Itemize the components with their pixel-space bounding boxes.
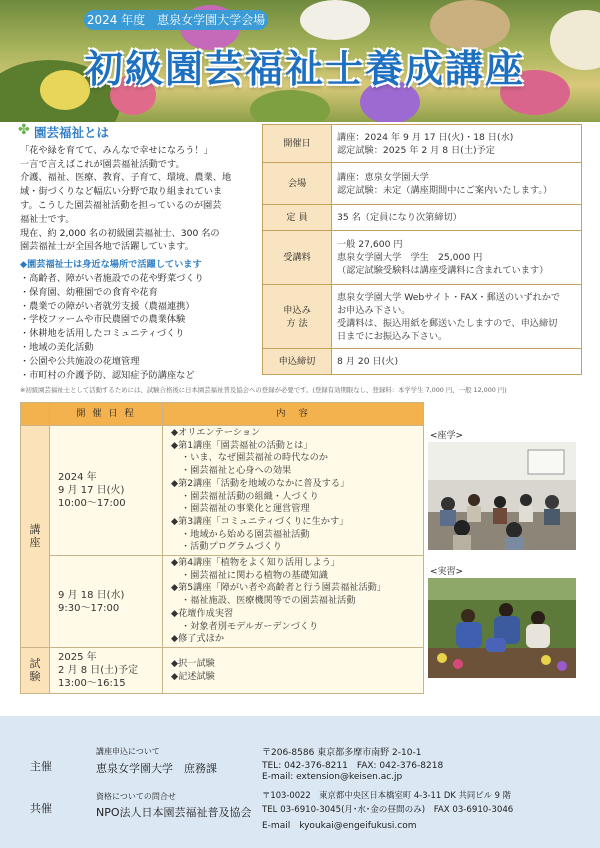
day2-date — [50, 556, 163, 648]
schedule-item: ◆第3講座「コミュニティづくりに生かす」 — [171, 515, 349, 527]
schedule-item: ◆花壇作成実習 — [171, 607, 234, 619]
day1-date — [50, 426, 163, 556]
cohost-note: 資格についての問合せ — [96, 792, 176, 801]
place-item: ・高齢者、障がい者施設での花や野菜づくり — [20, 272, 204, 284]
schedule-date-header: 開 催 日 程 — [50, 403, 163, 426]
schedule-item: ◆第5講座「障がい者や高齢者と行う園芸福祉活動」 — [171, 582, 387, 594]
info-line: 35 名（定員になり次第締切） — [337, 212, 462, 223]
info-value — [332, 205, 582, 231]
date-line: 2025 年 — [58, 652, 97, 664]
date-line: 2 月 8 日(土)予定 — [58, 665, 139, 677]
cohost-phone: TEL 03-6910-3045(月･水･金の昼間のみ) FAX 03-6910-3046 — [262, 805, 514, 815]
info-line: 認定試験：未定（講座期間中にご案内いたします。） — [337, 184, 553, 196]
info-label: 申込締切 — [263, 349, 332, 375]
place-item: ・地域の美化活動 — [20, 341, 94, 353]
info-value — [332, 285, 582, 349]
intro-line: 域・街づくりなど幅広い分野で取り組まれていま — [20, 186, 223, 198]
info-line: 認定試験：2025 年 2 月 8 日(土)予定 — [337, 144, 495, 156]
schedule-subitem: ・福祉施設、医療機関等での園芸福祉活動 — [181, 595, 356, 607]
cohost-address: 〒103-0022 東京都中央区日本橋室町 4-3-11 DK 共同ビル 9 階 — [262, 790, 512, 800]
schedule-table — [20, 402, 424, 694]
organizer-phone: TEL: 042-376-8211 FAX: 042-376-8218 — [262, 761, 444, 771]
place-item: ・保育園、幼稚園での食育や花育 — [20, 286, 158, 298]
info-line: 恵泉女学園大学 Webサイト・FAX・郵送のいずれかで — [337, 291, 561, 303]
info-line: 8 月 20 日(火) — [337, 356, 399, 367]
schedule-item: ◆記述試験 — [171, 670, 215, 682]
info-line: 受講料は、振込用紙を郵送いたしますので、申込締切 — [337, 317, 558, 329]
place-item: ・農業での障がい者就労支援（農福連携） — [20, 300, 195, 312]
header-banner — [0, 0, 600, 122]
intro-line: 園芸福祉士が全国各地で活躍しています。 — [20, 241, 194, 253]
lecture-label: 講 座 — [21, 426, 50, 648]
schedule-item: ◆第1講座「園芸福祉の活動とは」 — [171, 439, 313, 451]
schedule-subitem: ・園芸福祉と心身への効果 — [181, 465, 292, 477]
schedule-item: ◆第4講座「植物をよく知り活用しよう」 — [171, 557, 341, 569]
place-item: ・学校ファームや市民農園での農業体験 — [20, 314, 186, 326]
intro-heading: 園芸福祉とは — [34, 125, 110, 140]
organizer-note: 講座申込について — [96, 747, 160, 756]
info-value — [332, 349, 582, 375]
date-line: 9 月 17 日(火) — [58, 485, 125, 497]
organizer-label: 主催 — [30, 760, 52, 773]
day1-content — [163, 426, 424, 556]
schedule-item: ◆択一試験 — [171, 657, 215, 669]
cohost-email[interactable]: E-mail kyoukai@engeifukusi.com — [262, 821, 417, 831]
date-line: 13:00～16:15 — [58, 678, 126, 690]
info-label: 開催日 — [263, 125, 332, 163]
schedule-item: ◆修了式ほか — [171, 633, 225, 645]
classroom-illustration — [428, 442, 576, 550]
place-item: ・休耕地を活用したコミュニティづくり — [20, 328, 185, 340]
schedule-subitem: ・地域から始める園芸福祉活動 — [181, 528, 310, 540]
info-value — [332, 125, 582, 163]
schedule-item: ◆第2講座「活動を地域のなかに普及する」 — [171, 477, 350, 489]
schedule-content-header: 内 容 — [163, 403, 424, 426]
info-line: 日までにお振込み下さい。 — [337, 330, 448, 342]
place-item: ・市町村の介護予防、認知症予防講座など — [20, 369, 195, 381]
lecture-photo — [428, 442, 576, 550]
place-item: ・公園や公共施設の花壇管理 — [20, 355, 140, 367]
schedule-subitem: ・園芸福祉に関わる植物の基礎知識 — [181, 569, 328, 581]
intro-line: 現在、約 2,000 名の初級園芸福祉士、300 名の — [20, 227, 220, 239]
lecture-photo-label: <座学> — [430, 431, 464, 441]
intro-section — [18, 122, 260, 382]
info-line: 講座：恵泉女学園大学 — [337, 171, 429, 183]
info-line: （認定試験受験料は講座受講料に含まれています） — [337, 265, 549, 276]
intro-line: 介護、福祉、医療、教育、子育て、環境、農業、地 — [20, 172, 232, 184]
schedule-corner — [21, 403, 50, 426]
info-value — [332, 163, 582, 205]
clover-icon: ✤ — [18, 122, 30, 138]
date-line: 10:00～17:00 — [58, 498, 126, 510]
intro-line: 一言で言えばこれが園芸福祉活動です。 — [20, 158, 185, 170]
info-label: 定 員 — [263, 205, 332, 231]
practice-photo — [428, 578, 576, 678]
day2-content — [163, 556, 424, 648]
registration-note: ※初級園芸福祉士として活動するためには、試験合格後に日本園芸福祉普及協会への登録が必要です。(登録有効期限なし、登録料：本学学生 7,000 円、一般 12,000 円) — [20, 386, 507, 394]
flower-photo-decoration — [250, 90, 330, 122]
date-line: 2024 年 — [58, 472, 97, 484]
schedule-item: ◆オリエンテーション — [171, 427, 261, 438]
info-line: お申込み下さい。 — [337, 304, 411, 316]
flower-photo-decoration — [300, 0, 370, 40]
schedule-subitem: ・対象者別モデルガーデンづくり — [181, 620, 319, 632]
course-info-table — [262, 124, 582, 375]
page-title: 初級園芸福祉士養成講座 — [84, 47, 525, 91]
exam-label: 試 験 — [21, 648, 50, 694]
date-line: 9:30～17:00 — [58, 602, 120, 614]
garden-practice-illustration — [428, 578, 576, 678]
practice-photo-label: <実習> — [430, 567, 464, 577]
schedule-subitem: ・園芸福祉活動の組織・人づくり — [181, 490, 319, 502]
info-line: 一般 27,600 円 — [337, 239, 403, 250]
info-label: 受講料 — [263, 231, 332, 285]
info-label: 会場 — [263, 163, 332, 205]
organizer-address: 〒206-8586 東京都多摩市南野 2-10-1 — [262, 748, 422, 758]
schedule-subitem: ・園芸福祉の事業化と運営管理 — [181, 503, 310, 515]
year-venue-badge: 2024 年度 恵泉女学園大学会場 — [84, 10, 268, 30]
info-line: 講座：2024 年 9 月 17 日(火)・18 日(水) — [337, 131, 514, 143]
date-line: 9 月 18 日(水) — [58, 589, 125, 601]
intro-line: 福祉士です。 — [20, 213, 75, 225]
intro-line: 「花や緑を育てて、みんなで幸せになろう！」 — [20, 144, 213, 156]
info-label: 申込み 方 法 — [263, 285, 332, 349]
exam-content — [163, 648, 424, 694]
places-heading: ◆園芸福祉士は身近な場所で活躍しています — [20, 259, 202, 271]
exam-date — [50, 648, 163, 694]
schedule-subitem: ・いま、なぜ園芸福祉の時代なのか — [181, 452, 328, 464]
intro-line: す。こうした園芸福祉活動を担っているのが園芸 — [20, 199, 222, 211]
cohost-label: 共催 — [30, 802, 52, 815]
organizer-name: 恵泉女学園大学 庶務課 — [96, 762, 217, 775]
footer-contact — [0, 716, 600, 848]
info-line: 恵泉女学園大学 学生 25,000 円 — [337, 252, 483, 263]
schedule-subitem: ・活動プログラムづくり — [181, 541, 282, 553]
info-value — [332, 231, 582, 285]
organizer-email[interactable]: E-mail: extension@keisen.ac.jp — [262, 772, 403, 782]
cohost-name: NPO法人日本園芸福祉普及協会 — [96, 806, 252, 819]
